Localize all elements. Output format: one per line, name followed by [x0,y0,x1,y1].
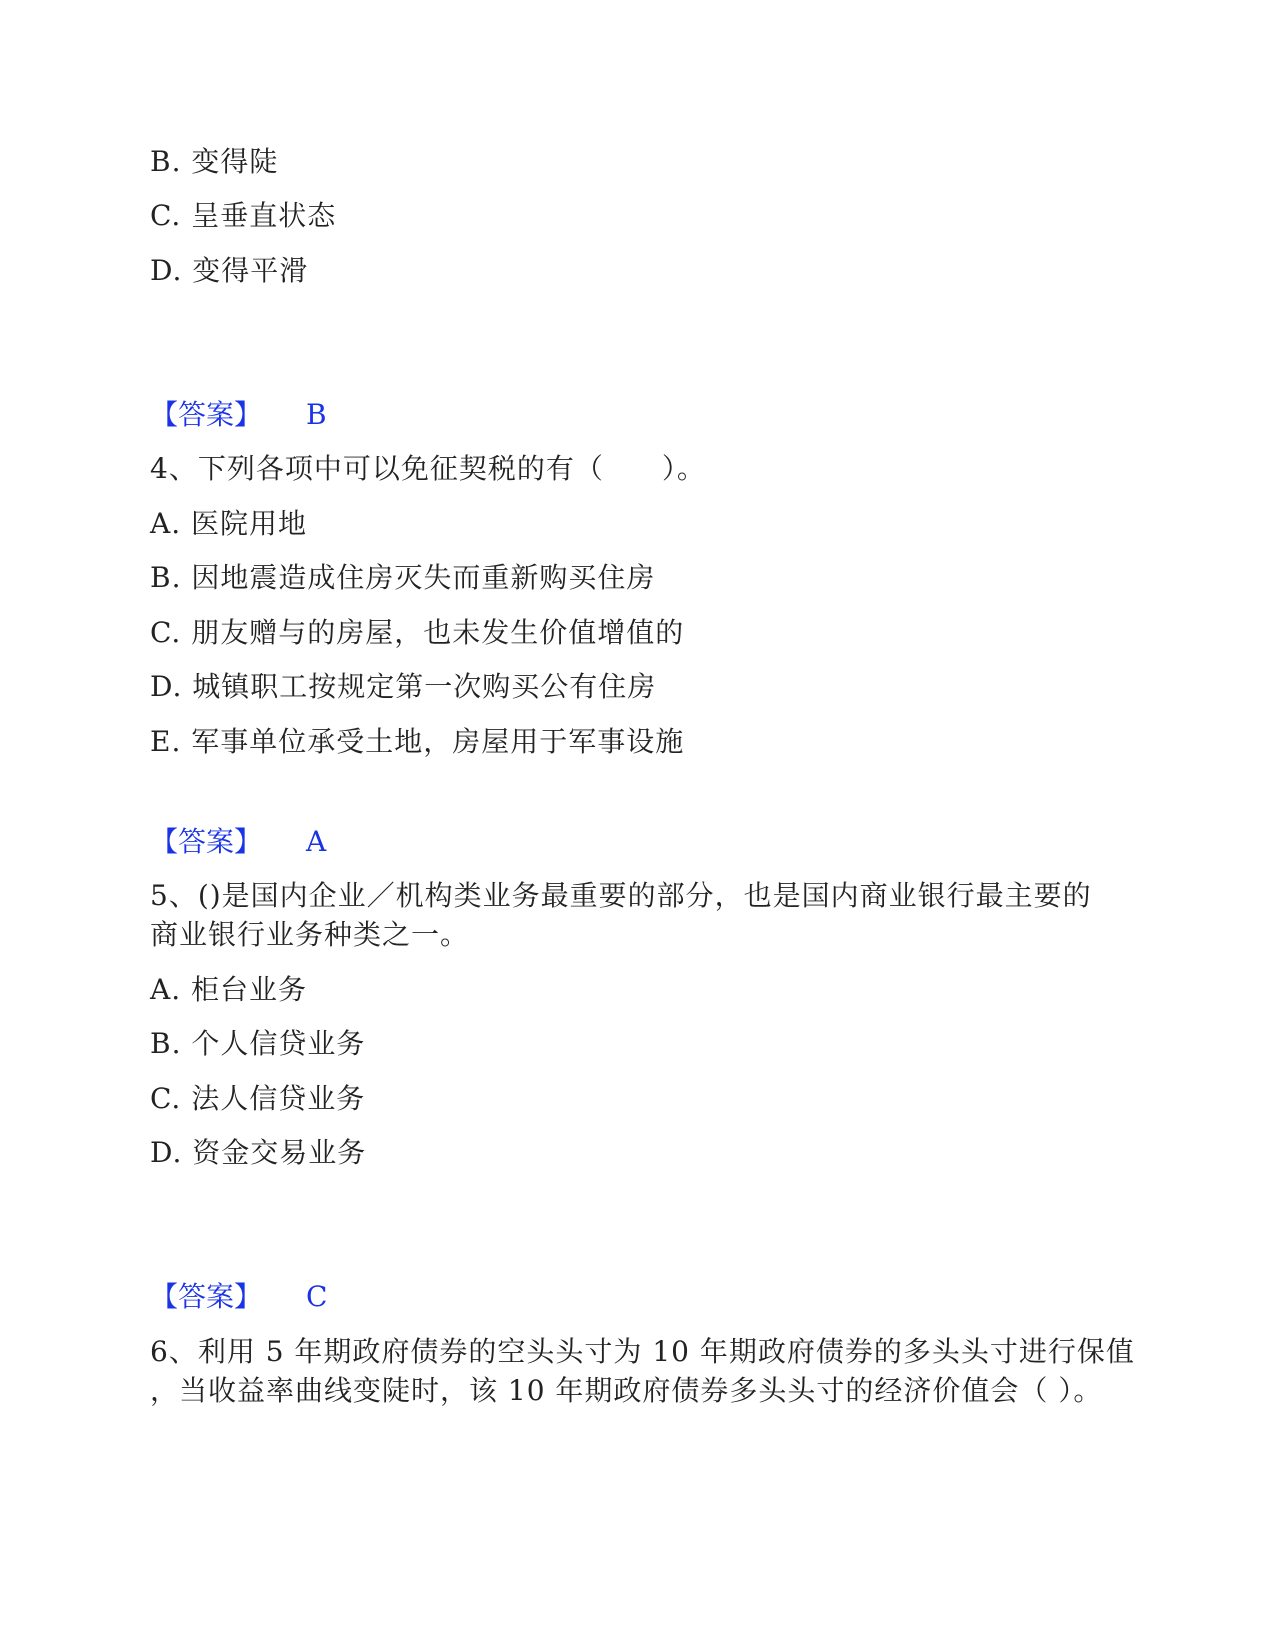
q4-option-a: A. 医院用地 [150,507,308,540]
q5-option-d: D. 资金交易业务 [150,1136,367,1169]
q5-option-a: A. 柜台业务 [150,973,308,1006]
q5-option-b: B. 个人信贷业务 [150,1027,366,1060]
q3-option-c: C. 呈垂直状态 [150,199,337,232]
answer-label: 【答案】 [150,1280,263,1313]
q4-option-d: D. 城镇职工按规定第一次购买公有住房 [150,670,657,703]
answer-value: B [306,398,327,431]
q3-option-b: B. 变得陡 [150,145,279,178]
answer-label: 【答案】 [150,398,263,431]
q3-answer [150,395,327,435]
q6-question-line1: 6、利用 5 年期政府债券的空头头寸为 10 年期政府债券的多头头寸进行保值 [150,1335,1135,1368]
q4-answer [150,822,326,862]
q4-question: 4、下列各项中可以免征契税的有（ ）。 [150,452,706,485]
q5-question-line2: 商业银行业务种类之一。 [150,918,470,951]
answer-label: 【答案】 [150,825,263,858]
q4-option-c: C. 朋友赠与的房屋，也未发生价值增值的 [150,616,685,649]
answer-value: C [306,1280,328,1313]
answer-value: A [306,825,327,858]
q5-option-c: C. 法人信贷业务 [150,1082,366,1115]
q4-option-b: B. 因地震造成住房灭失而重新购买住房 [150,561,656,594]
q6-question-line2: ，当收益率曲线变陡时，该 10 年期政府债券多头头寸的经济价值会（ ）。 [150,1374,1103,1407]
q5-question-line1: 5、()是国内企业／机构类业务最重要的部分，也是国内商业银行最主要的 [150,879,1092,912]
q3-option-d: D. 变得平滑 [150,254,309,287]
q4-option-e: E. 军事单位承受土地，房屋用于军事设施 [150,725,685,758]
q5-answer [150,1277,327,1317]
